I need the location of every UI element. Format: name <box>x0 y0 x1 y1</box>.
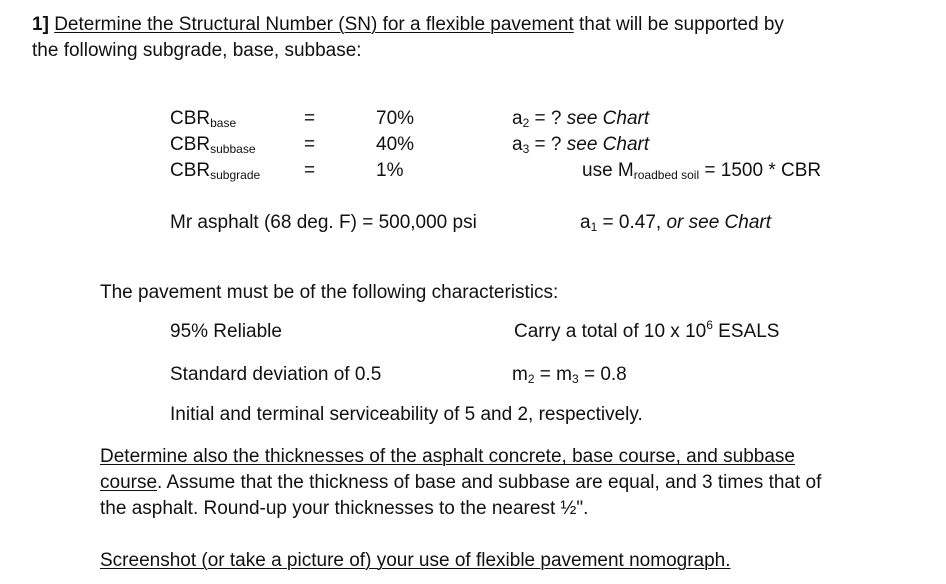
drainage-coefficients: $m_2 = m_3 = 0.8$ <box>512 364 627 386</box>
problem-intro-underlined: Determine the Structural Number (SN) for a flexible pavement <box>54 14 574 35</box>
coef-a3: $a_3$ = ? see Chart <box>512 134 650 156</box>
cbr-subbase-eq: = <box>304 134 316 155</box>
coef-a1: $a_1 = 0.47$, or see Chart <box>580 212 772 234</box>
mr-asphalt: Mr asphalt (68 deg. F) = 500,000 psi <box>170 212 477 233</box>
cbr-base-value: 70% <box>376 108 415 129</box>
serviceability: Initial and terminal serviceability of 5 and 2, respectively. <box>170 404 643 425</box>
instructions-line1: Determine also the thicknesses of the asphalt concrete, base course, and subbase <box>100 446 795 467</box>
cbr-base-eq: = <box>304 108 316 129</box>
cbr-subgrade-value: 1% <box>376 160 404 181</box>
cbr-subgrade-label: $CBR_{subgrade}$ <box>170 160 261 182</box>
reliability: 95% Reliable <box>170 321 282 342</box>
coef-a2: $a_2$ = ? see Chart <box>512 108 650 130</box>
esals: Carry a total of 10 x $10^6$ ESALS <box>514 318 780 342</box>
characteristics-heading: The pavement must be of the following characteristics: <box>100 282 559 303</box>
cbr-subbase-label: $CBR_{subbase}$ <box>170 134 256 156</box>
standard-deviation: Standard deviation of 0.5 <box>170 364 382 385</box>
cbr-base-label: $CBR_{base}$ <box>170 108 237 130</box>
problem-number: 1] <box>32 14 49 35</box>
mr-roadbed-soil: use $M_{roadbed soil} = 1500$ * CBR <box>582 160 822 182</box>
screenshot-instruction: Screenshot (or take a picture of) your use of flexible pavement nomograph. <box>100 550 731 571</box>
problem-heading-line2: the following subgrade, base, subbase: <box>32 40 362 61</box>
instructions-line2: course. Assume that the thickness of base and subbase are equal, and 3 times that of <box>100 472 822 493</box>
cbr-subbase-value: 40% <box>376 134 415 155</box>
instructions-line3: the asphalt. Round-up your thicknesses to the nearest ½". <box>100 498 589 519</box>
problem-heading-line1 <box>32 14 784 36</box>
cbr-subgrade-eq: = <box>304 160 316 181</box>
problem-intro-rest: that will be supported by <box>573 14 784 35</box>
